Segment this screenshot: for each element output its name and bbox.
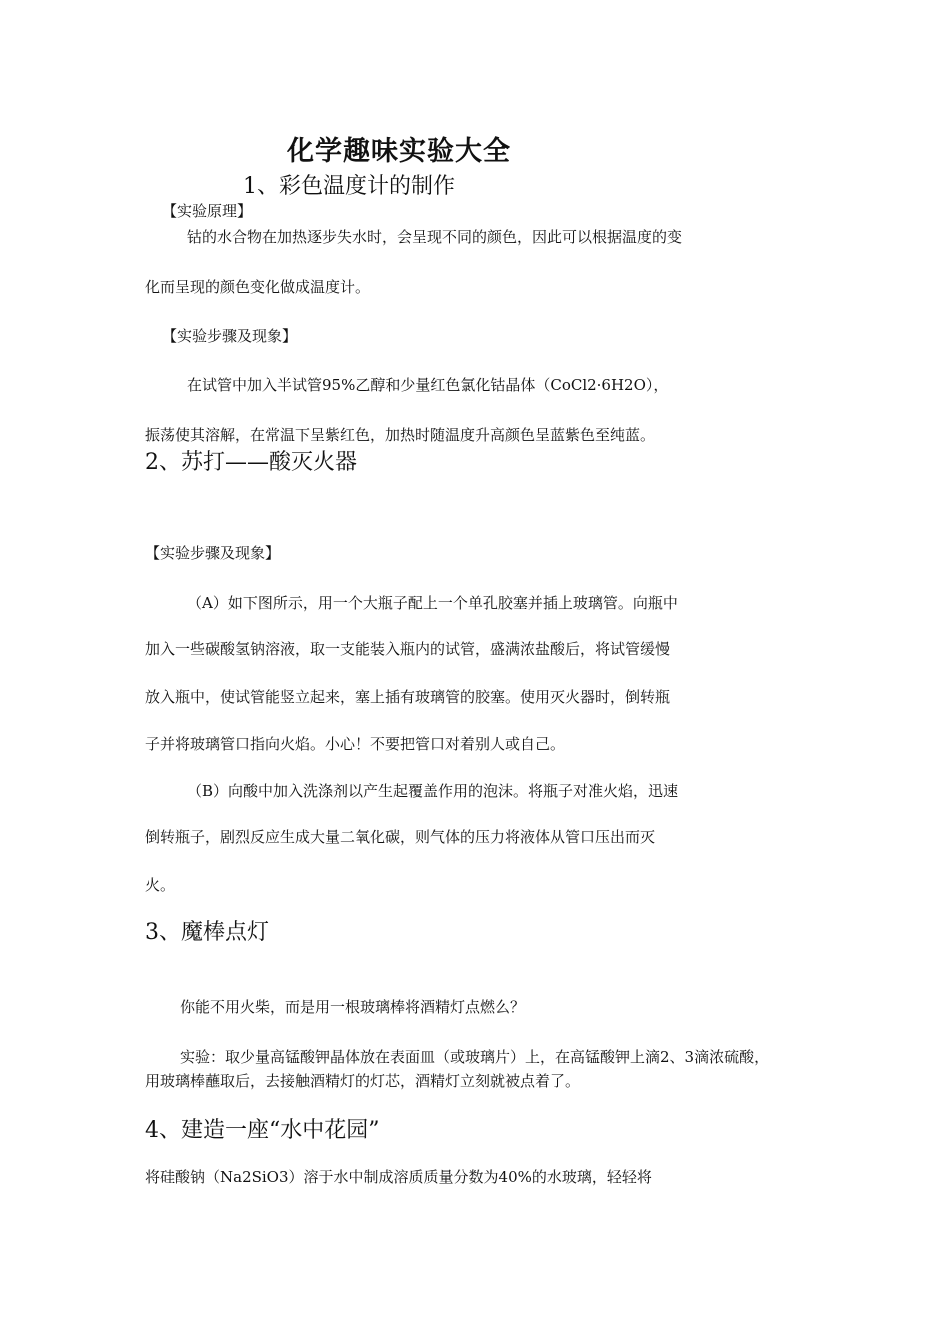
section-4-line-1: 将硅酸钠（Na2SiO3）溶于水中制成溶质质量分数为40%的水玻璃，轻轻将	[145, 1168, 652, 1186]
section-3-question: 你能不用火柴，而是用一根玻璃棒将酒精灯点燃么？	[180, 998, 526, 1016]
section-1-principle-label: 【实验原理】	[162, 202, 253, 220]
section-2-a-line-4: 子并将玻璃管口指向火焰。小心！不要把管口对着别人或自己。	[145, 735, 566, 753]
section-1-steps-line-2: 振荡使其溶解，在常温下呈紫红色，加热时随温度升高颜色呈蓝紫色至纯蓝。	[145, 426, 656, 444]
section-2-heading: 2、苏打——酸灭火器	[145, 450, 357, 475]
section-4-heading: 4、建造一座“水中花园”	[145, 1118, 380, 1143]
section-3-heading: 3、魔棒点灯	[145, 920, 269, 945]
section-3-experiment-line-1: 实验：取少量高锰酸钾晶体放在表面皿（或玻璃片）上，在高锰酸钾上滴2、3滴浓硫酸，	[180, 1048, 770, 1066]
section-1-steps-label: 【实验步骤及现象】	[162, 327, 298, 345]
section-2-a-line-1: （A）如下图所示，用一个大瓶子配上一个单孔胶塞并插上玻璃管。向瓶中	[187, 594, 678, 612]
section-2-steps-label: 【实验步骤及现象】	[145, 544, 281, 562]
section-1-principle-line-2: 化而呈现的颜色变化做成温度计。	[145, 278, 371, 296]
section-2-b-line-1: （B）向酸中加入洗涤剂以产生起覆盖作用的泡沫。将瓶子对准火焰，迅速	[187, 782, 679, 800]
section-2-b-line-3: 火。	[145, 876, 176, 894]
section-2-a-line-2: 加入一些碳酸氢钠溶液，取一支能装入瓶内的试管，盛满浓盐酸后，将试管缓慢	[145, 640, 671, 658]
section-2-b-line-2: 倒转瓶子，剧烈反应生成大量二氧化碳，则气体的压力将液体从管口压出而灭	[145, 828, 656, 846]
section-2-a-line-3: 放入瓶中，使试管能竖立起来，塞上插有玻璃管的胶塞。使用灭火器时，倒转瓶	[145, 688, 671, 706]
document-title: 化学趣味实验大全	[287, 136, 511, 167]
section-1-principle-line-1: 钴的水合物在加热逐步失水时，会呈现不同的颜色，因此可以根据温度的变	[187, 228, 683, 246]
section-1-steps-line-1: 在试管中加入半试管95%乙醇和少量红色氯化钴晶体（CoCl2·6H2O），	[187, 376, 669, 394]
section-3-experiment-line-2: 用玻璃棒蘸取后，去接触酒精灯的灯芯，酒精灯立刻就被点着了。	[145, 1072, 581, 1090]
section-1-heading: 1、彩色温度计的制作	[243, 174, 455, 199]
